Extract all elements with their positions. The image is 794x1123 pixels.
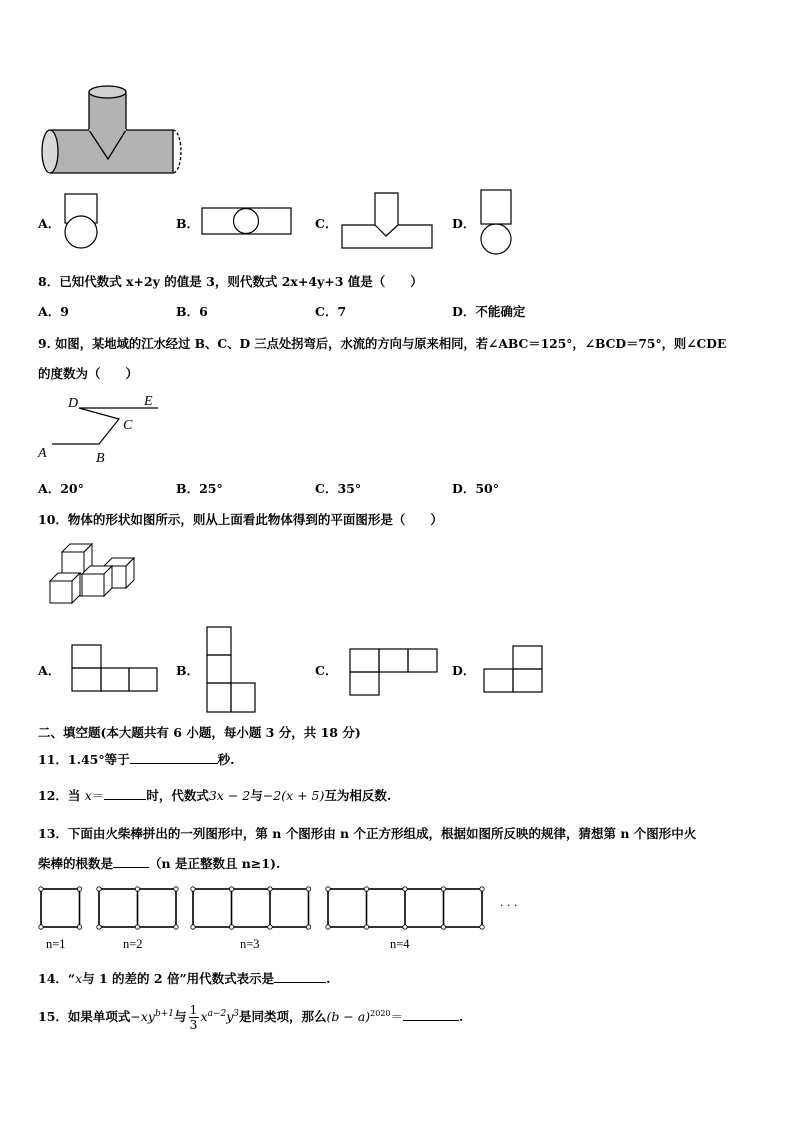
- q7-option-c[interactable]: C．: [315, 216, 338, 231]
- q14-blank[interactable]: [274, 982, 326, 983]
- q14-post: .: [326, 971, 331, 986]
- matchstick-joint: [326, 887, 330, 891]
- q9-line1: 9. 如图，某地域的江水经过 B、C、D 三点处拐弯后，水流的方向与原来相同，若∠ABC＝125°，∠BCD＝75°，则∠CDE: [38, 336, 727, 351]
- label-c: C: [123, 418, 133, 433]
- matchstick-joint: [480, 887, 484, 891]
- q10-option-c-figure: [349, 648, 444, 698]
- matchstick-joint: [306, 887, 310, 891]
- q9-option-b[interactable]: B．25°: [176, 481, 223, 496]
- matchstick-frame-n1: [41, 889, 80, 927]
- matchstick-frame-n3: [193, 889, 309, 927]
- matchstick-joint: [77, 925, 81, 929]
- q12-mid: 时，代数式: [146, 788, 209, 803]
- matchstick-joint: [39, 887, 43, 891]
- q15-blank[interactable]: [403, 1020, 459, 1021]
- label-b: B: [96, 451, 105, 466]
- caption-n1: n=1: [46, 937, 66, 951]
- q10-text: 10．物体的形状如图所示，则从上面看此物体得到的平面图形是（ ）: [38, 512, 443, 527]
- q10-option-a-figure: [71, 644, 161, 694]
- q10-option-d[interactable]: D．: [452, 663, 476, 678]
- q15-pre: 15．如果单项式: [38, 1009, 131, 1024]
- q12-expr1: 3x − 2: [208, 788, 251, 803]
- matchstick-joint: [174, 925, 178, 929]
- q7-option-d-figure: [477, 188, 517, 258]
- q11-pre: 11．1.45°等于: [38, 752, 130, 767]
- q15-exp3: 3: [233, 1008, 239, 1019]
- matchstick-joint: [441, 887, 445, 891]
- q13-blank[interactable]: [113, 867, 149, 868]
- river-figure: [36, 390, 166, 465]
- q14-pre: 14．“: [38, 971, 76, 986]
- q15-expr: (b − a): [326, 1009, 371, 1024]
- q12-eq: ＝: [91, 788, 105, 803]
- matchstick-joint: [135, 925, 139, 929]
- q15-term1: −xy: [130, 1009, 155, 1024]
- q13-line2-post: （n 是正整数且 n≥1).: [149, 856, 281, 871]
- q15-exp2: a−2: [207, 1008, 227, 1019]
- caption-n3: n=3: [240, 937, 260, 951]
- q14-var: x: [75, 971, 83, 986]
- matchstick-joint: [97, 887, 101, 891]
- caption-n4: n=4: [390, 937, 410, 951]
- q15-eq: ＝: [390, 1009, 404, 1024]
- q15-mid: 是同类项，那么: [239, 1009, 327, 1024]
- label-a: A: [38, 446, 47, 461]
- q9-option-c[interactable]: C．35°: [315, 481, 362, 496]
- matchstick-joint: [364, 925, 368, 929]
- q12-and: 与: [250, 788, 263, 803]
- matchstick-joint: [97, 925, 101, 929]
- matchstick-joint: [135, 887, 139, 891]
- q15-post: .: [459, 1009, 464, 1024]
- t-pipe-figure: [38, 83, 178, 183]
- matchstick-joint: [326, 925, 330, 929]
- q13-line2-pre: 柴棒的根数是: [38, 856, 114, 871]
- q7-option-c-figure: [339, 191, 439, 251]
- q13-line2: [38, 854, 280, 872]
- q12: [38, 786, 391, 804]
- q7-option-a-figure: [62, 192, 102, 252]
- q15-term2x: x: [200, 1009, 208, 1024]
- q9-option-d[interactable]: D．50°: [452, 481, 499, 496]
- q15-exp1: b+1: [155, 1008, 175, 1019]
- q7-option-d[interactable]: D．: [452, 216, 476, 231]
- q8-text: 8．已知代数式 x+2y 的值是 3，则代数式 2x+4y+3 值是（ ）: [38, 274, 423, 289]
- matchstick-joint: [268, 887, 272, 891]
- q12-var: x: [84, 788, 92, 803]
- q12-pre: 12．当: [38, 788, 81, 803]
- matchstick-joint: [174, 887, 178, 891]
- q8-option-d[interactable]: D．不能确定: [452, 304, 526, 319]
- q9-line2: 的度数为（ ）: [38, 366, 139, 381]
- q10-option-b[interactable]: B．: [176, 663, 200, 678]
- q7-option-a[interactable]: A．: [38, 216, 61, 231]
- q7-option-b[interactable]: B．: [176, 216, 200, 231]
- matchstick-joint: [39, 925, 43, 929]
- matchstick-joint: [403, 887, 407, 891]
- q12-blank[interactable]: [104, 799, 146, 800]
- q11-blank[interactable]: [130, 763, 218, 764]
- matchstick-joint: [77, 887, 81, 891]
- q10-option-c[interactable]: C．: [315, 663, 338, 678]
- matchstick-joint: [306, 925, 310, 929]
- matchstick-joint: [364, 887, 368, 891]
- q10-option-b-figure: [206, 626, 266, 716]
- q15-frac: [189, 1003, 199, 1032]
- q10-option-a[interactable]: A．: [38, 663, 61, 678]
- q11-post: 秒.: [217, 752, 235, 767]
- matchstick-joint: [268, 925, 272, 929]
- q15-and: 与: [174, 1009, 187, 1024]
- section-heading: 二、填空题(本大题共有 6 小题，每小题 3 分，共 18 分): [38, 725, 361, 740]
- q15-exp4: 2020: [370, 1008, 391, 1018]
- q8-option-b[interactable]: B．6: [176, 304, 208, 319]
- caption-n2: n=2: [123, 937, 143, 951]
- q10-option-d-figure: [483, 645, 548, 695]
- q7-option-b-figure: [200, 206, 295, 236]
- matchstick-joint: [191, 887, 195, 891]
- q11: [38, 750, 234, 768]
- q14-mid: 与 1 的差的 2 倍”用代数式表示是: [82, 971, 275, 986]
- q13-line1: 13．下面由火柴棒拼出的一列图形中，第 n 个图形由 n 个正方形组成，根据如图所反映的规律，猜想第 n 个图形中火: [38, 826, 697, 841]
- ellipsis: · · ·: [500, 899, 518, 912]
- q15-frac-num: 1: [189, 1002, 198, 1017]
- q12-expr2: −2(x + 5): [262, 788, 325, 803]
- q9-option-a[interactable]: A．20°: [38, 481, 84, 496]
- q15-frac-den: 3: [189, 1017, 198, 1032]
- cubes-figure: [48, 543, 148, 613]
- matchstick-joint: [480, 925, 484, 929]
- label-e: E: [144, 394, 153, 409]
- matchstick-figure: [38, 885, 558, 935]
- matchstick-joint: [229, 887, 233, 891]
- q12-post: 互为相反数.: [324, 788, 392, 803]
- matchstick-joint: [403, 925, 407, 929]
- q8-option-c[interactable]: C．7: [315, 304, 347, 319]
- label-d: D: [68, 396, 79, 411]
- matchstick-joint: [229, 925, 233, 929]
- q14: [38, 969, 331, 987]
- q15: [38, 1003, 463, 1032]
- q8-option-a[interactable]: A．9: [38, 304, 69, 319]
- matchstick-joint: [441, 925, 445, 929]
- matchstick-joint: [191, 925, 195, 929]
- q15-term2y: y: [226, 1009, 234, 1024]
